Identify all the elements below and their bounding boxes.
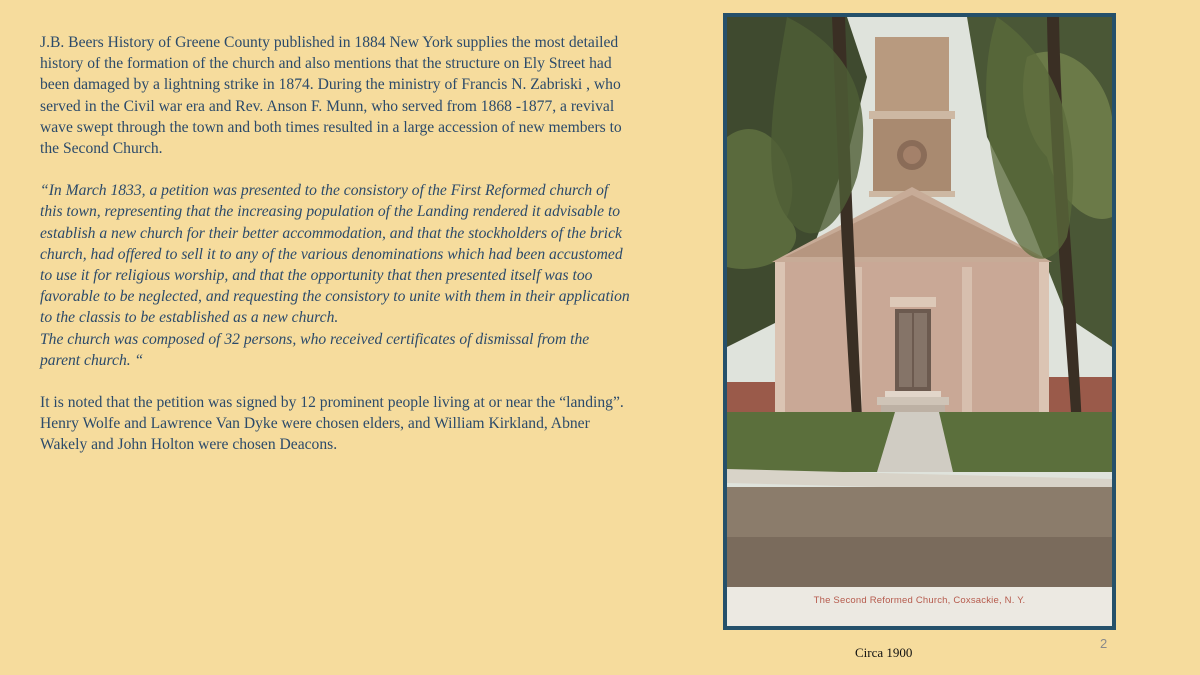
petition-note: It is noted that the petition was signed by 12 prominent people living at or near the “landing”. — [40, 394, 624, 412]
quote-text: In March 1833, a petition was presented to the consistory of the First Reformed church of this town, representing that the increasing population of the Landing rendered it advisable to establish a new church for their better accommodation, and that the stockholders of the brick church, had offered to sell it to any of the various denominations which had been accustomed to use it for religious worship, and that the opportunity that then presented itself was too favorable to be neglected, and requesting the consistory to unite with them in their application to the classis to be established as a new church. — [40, 182, 630, 327]
history-text — [40, 32, 630, 456]
intro-paragraph: J.B. Beers History of Greene County published in 1884 New York supplies the most detailed history of the formation of the church and also mentions that the structure on Ely Street had been damaged by a lightning strike in 1874. During the ministry of Francis N. Zabriski , who served in the Civil war era and Rev. Anson F. Munn, who served from 1868 -1877, a revival wave swept through the town and both times resulted in a large accession of new members to the Second Church. — [40, 34, 622, 158]
page-number: 2 — [1100, 636, 1108, 651]
postcard-caption: The Second Reformed Church, Coxsackie, N. Y. — [813, 595, 1026, 606]
quote-paragraph — [40, 180, 630, 328]
photo-date-caption: Circa 1900 — [855, 645, 913, 660]
officers-note: Henry Wolfe and Lawrence Van Dyke were chosen elders, and William Kirkland, Abner Wakely and John Holton were chosen Deacons. — [40, 415, 590, 454]
church-postcard-photo — [727, 17, 1112, 626]
church-illustration — [727, 17, 1112, 626]
photo-frame — [723, 13, 1116, 630]
spacer — [40, 371, 630, 392]
quote-open-mark: “ — [40, 182, 49, 200]
spacer — [40, 159, 630, 180]
quote-closing-paragraph: The church was composed of 32 persons, who received certificates of dismissal from the parent church. “ — [40, 330, 590, 369]
